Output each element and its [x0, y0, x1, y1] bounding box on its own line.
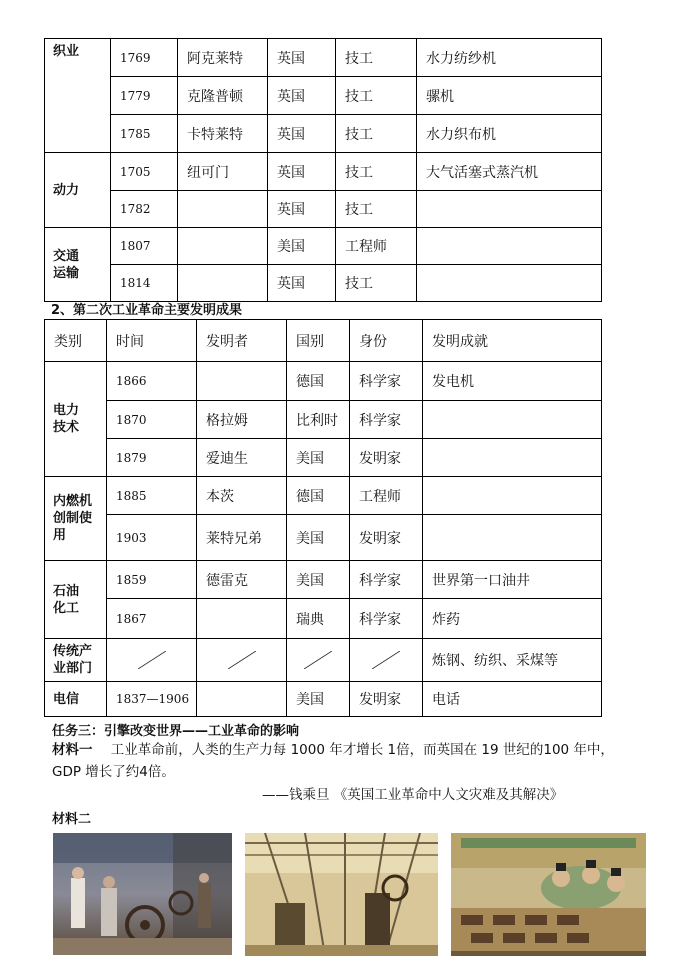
identity-cell: 科学家 — [350, 599, 423, 639]
slash-cell — [107, 639, 197, 682]
country-cell: 美国 — [287, 682, 350, 717]
inventor-cell: 卡特莱特 — [178, 115, 268, 153]
year-cell: 1807 — [111, 228, 178, 265]
political-cartoon — [451, 833, 646, 956]
header-time: 时间 — [107, 320, 197, 362]
category-cell — [45, 639, 107, 682]
category-cell — [45, 477, 107, 561]
identity-cell: 技工 — [336, 77, 417, 115]
identity-cell: 技工 — [336, 191, 417, 228]
textile-mill-image — [245, 833, 438, 956]
inventor-cell — [178, 191, 268, 228]
material-1-label: 材料一 — [52, 742, 93, 758]
country-cell: 英国 — [268, 115, 336, 153]
country-cell: 德国 — [287, 362, 350, 401]
year-cell: 1859 — [107, 561, 197, 599]
achievement-cell: 炸药 — [423, 599, 602, 639]
header-category: 类别 — [45, 320, 107, 362]
category-text: 电力技术 — [53, 403, 80, 435]
header-row — [45, 320, 602, 362]
year-cell: 1879 — [107, 439, 197, 477]
inventor-cell — [197, 682, 287, 717]
achievement-cell — [423, 401, 602, 439]
material-1-paragraph — [52, 739, 637, 783]
inventor-cell: 阿克莱特 — [178, 39, 268, 77]
header-country: 国别 — [287, 320, 350, 362]
category-cell: 动力 — [45, 153, 111, 228]
category-text: 石油化工 — [53, 583, 80, 616]
political-cartoon-image — [451, 833, 646, 956]
country-cell: 英国 — [268, 265, 336, 302]
identity-cell: 科学家 — [350, 362, 423, 401]
country-cell: 美国 — [287, 439, 350, 477]
achievement-cell: 大气活塞式蒸汽机 — [417, 153, 602, 191]
inventor-cell: 本茨 — [197, 477, 287, 515]
identity-cell: 科学家 — [350, 561, 423, 599]
country-cell: 美国 — [287, 515, 350, 561]
country-cell: 比利时 — [287, 401, 350, 439]
identity-cell: 工程师 — [336, 228, 417, 265]
inventor-cell: 纽可门 — [178, 153, 268, 191]
diagonal-slash — [372, 651, 400, 669]
year-cell: 1769 — [111, 39, 178, 77]
slash-cell — [350, 639, 423, 682]
country-cell: 德国 — [287, 477, 350, 515]
inventor-cell — [178, 265, 268, 302]
year-cell: 1866 — [107, 362, 197, 401]
identity-cell: 技工 — [336, 115, 417, 153]
achievement-cell: 电话 — [423, 682, 602, 717]
category-cell — [45, 362, 107, 477]
achievement-cell: 炼钢、纺织、采煤等 — [423, 639, 602, 682]
identity-cell: 技工 — [336, 153, 417, 191]
identity-cell: 发明家 — [350, 515, 423, 561]
identity-cell: 工程师 — [350, 477, 423, 515]
category-cell: 织业 — [45, 39, 111, 153]
header-inventor: 发明者 — [197, 320, 287, 362]
achievement-cell — [423, 515, 602, 561]
year-cell: 1867 — [107, 599, 197, 639]
section-2-title: 2、第二次工业革命主要发明成果 — [51, 303, 243, 318]
year-cell: 1870 — [107, 401, 197, 439]
year-cell: 1814 — [111, 265, 178, 302]
country-cell: 英国 — [268, 191, 336, 228]
diagonal-slash — [228, 651, 256, 669]
achievement-cell — [423, 477, 602, 515]
slash-cell — [197, 639, 287, 682]
first-revolution-table — [44, 38, 602, 302]
achievement-cell — [417, 191, 602, 228]
identity-cell: 发明家 — [350, 439, 423, 477]
country-cell: 英国 — [268, 39, 336, 77]
country-cell: 美国 — [268, 228, 336, 265]
inventor-cell — [197, 362, 287, 401]
achievement-cell — [417, 265, 602, 302]
achievement-cell: 水力织布机 — [417, 115, 602, 153]
material-2-label: 材料二 — [52, 812, 92, 827]
year-cell: 1885 — [107, 477, 197, 515]
year-cell: 1782 — [111, 191, 178, 228]
inventor-cell: 爱迪生 — [197, 439, 287, 477]
identity-cell: 发明家 — [350, 682, 423, 717]
diagonal-slash — [138, 651, 166, 669]
year-cell: 1903 — [107, 515, 197, 561]
category-text: 传统产业部门 — [53, 644, 93, 676]
identity-cell: 技工 — [336, 265, 417, 302]
identity-cell: 科学家 — [350, 401, 423, 439]
achievement-cell: 水力纺纱机 — [417, 39, 602, 77]
achievement-cell: 骡机 — [417, 77, 602, 115]
inventor-cell: 格拉姆 — [197, 401, 287, 439]
year-cell: 1785 — [111, 115, 178, 153]
year-cell: 1705 — [111, 153, 178, 191]
inventor-cell: 克隆普顿 — [178, 77, 268, 115]
country-cell: 英国 — [268, 77, 336, 115]
category-text: 内燃机创制使用 — [53, 494, 93, 543]
textile-mill-interior — [245, 833, 438, 956]
diagonal-slash — [304, 651, 332, 669]
factory-workers-painting — [53, 833, 232, 955]
inventor-cell — [197, 599, 287, 639]
achievement-cell — [423, 439, 602, 477]
material-1-text: 工业革命前，人类的生产力每 1000 年才增长 1倍，而英国在 19 世纪的100 年中，GDP 增长了约4倍。 — [52, 742, 614, 780]
slash-cell — [287, 639, 350, 682]
inventor-cell — [178, 228, 268, 265]
category-cell: 电信 — [45, 682, 107, 717]
category-cell — [45, 228, 111, 302]
task-3-title: 任务三：引擎改变世界——工业革命的影响 — [52, 724, 300, 739]
achievement-cell: 世界第一口油井 — [423, 561, 602, 599]
category-cell — [45, 561, 107, 639]
material-1-source: ——钱乘旦 《英国工业革命中人文灾难及其解决》 — [262, 787, 564, 803]
factory-workers-image — [53, 833, 232, 955]
country-cell: 美国 — [287, 561, 350, 599]
second-revolution-table — [44, 319, 602, 717]
inventor-cell: 德雷克 — [197, 561, 287, 599]
inventor-cell: 莱特兄弟 — [197, 515, 287, 561]
country-cell: 英国 — [268, 153, 336, 191]
year-cell: 1779 — [111, 77, 178, 115]
identity-cell: 技工 — [336, 39, 417, 77]
header-achievement: 发明成就 — [423, 320, 602, 362]
achievement-cell — [417, 228, 602, 265]
year-cell: 1837—1906 — [107, 682, 197, 717]
achievement-cell: 发电机 — [423, 362, 602, 401]
header-identity: 身份 — [350, 320, 423, 362]
country-cell: 瑞典 — [287, 599, 350, 639]
category-text: 交通运输 — [53, 248, 80, 281]
